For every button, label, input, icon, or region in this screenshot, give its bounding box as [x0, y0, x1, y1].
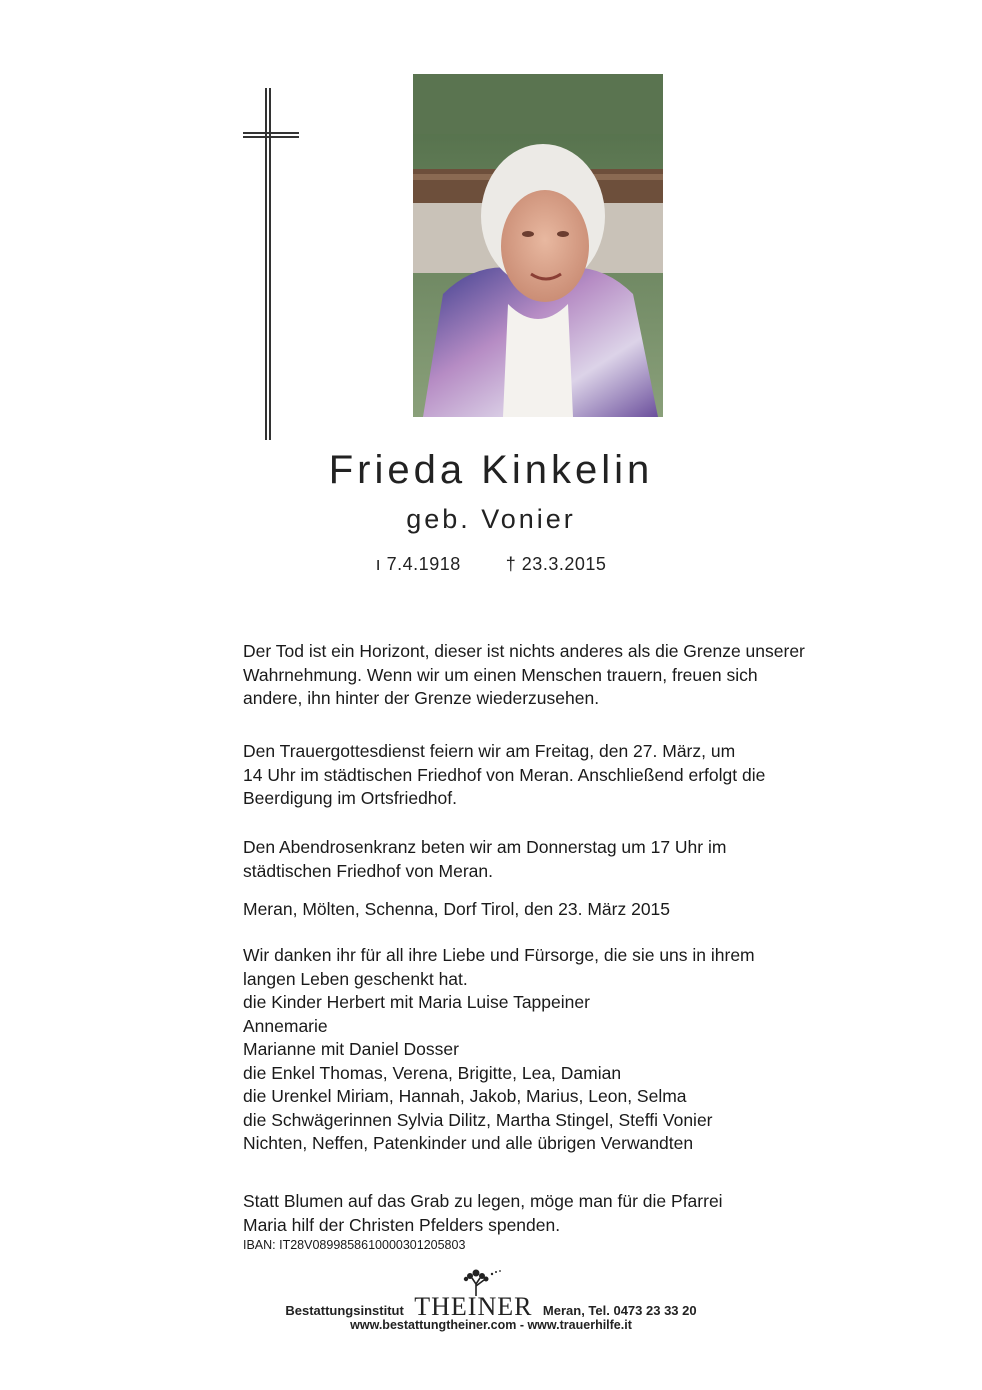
family-line: Marianne mit Daniel Dosser	[243, 1039, 459, 1059]
life-dates	[0, 554, 982, 575]
service-line: 14 Uhr im städtischen Friedhof von Meran. Anschließend erfolgt die	[243, 764, 766, 785]
footer-contact: Meran, Tel. 0473 23 33 20	[542, 1303, 697, 1318]
footer	[0, 1268, 982, 1338]
iban-text: IBAN: IT28V0899858610000301205803	[243, 1238, 466, 1252]
birth-date: 7.4.1918	[386, 554, 461, 574]
deceased-name: Frieda Kinkelin	[328, 448, 654, 492]
footer-prefix: Bestattungsinstitut	[285, 1303, 404, 1318]
service-paragraph	[243, 740, 843, 811]
death-date: 23.3.2015	[521, 554, 607, 574]
thanks-paragraph	[243, 944, 843, 1156]
rosary-paragraph	[243, 836, 843, 883]
quote-line: Wahrnehmung. Wenn wir um einen Menschen trauern, freuen sich	[243, 664, 758, 685]
footer-brand: THEINER	[414, 1292, 533, 1321]
family-line: die Schwägerinnen Sylvia Dilitz, Martha Stingel, Steffi Vonier	[243, 1109, 713, 1130]
rosary-line: Den Abendrosenkranz beten wir am Donnerstag um 17 Uhr im	[243, 837, 727, 857]
donation-line: Statt Blumen auf das Grab zu legen, möge man für die Pfarrei	[243, 1191, 723, 1211]
quote-paragraph	[243, 640, 843, 711]
service-line: Den Trauergottesdienst feiern wir am Freitag, den 27. März, um	[243, 741, 736, 761]
maiden-name: geb. Vonier	[406, 504, 576, 534]
family-line: die Enkel Thomas, Verena, Brigitte, Lea, Damian	[243, 1062, 622, 1083]
death-symbol: †	[505, 554, 517, 574]
footer-web: www.bestattungtheiner.com - www.trauerhilfe.it	[350, 1318, 632, 1332]
family-line: Nichten, Neffen, Patenkinder und alle übrigen Verwandten	[243, 1133, 694, 1153]
donation-line: Maria hilf der Christen Pfelders spenden.	[243, 1214, 561, 1235]
family-line: die Kinder Herbert mit Maria Luise Tappeiner	[243, 992, 590, 1012]
birth-symbol: ı	[375, 554, 382, 574]
quote-line: Der Tod ist ein Horizont, dieser ist nichts anderes als die Grenze unserer	[243, 641, 805, 661]
family-line: Annemarie	[243, 1015, 328, 1036]
thanks-line: langen Leben geschenkt hat.	[243, 968, 468, 989]
quote-line: andere, ihn hinter der Grenze wiederzusehen.	[243, 688, 600, 708]
place-date: Meran, Mölten, Schenna, Dorf Tirol, den 23. März 2015	[243, 899, 671, 919]
service-line: Beerdigung im Ortsfriedhof.	[243, 788, 457, 808]
rosary-line: städtischen Friedhof von Meran.	[243, 860, 493, 881]
portrait-photo	[413, 74, 663, 417]
family-line: die Urenkel Miriam, Hannah, Jakob, Marius, Leon, Selma	[243, 1086, 687, 1106]
donation-paragraph	[243, 1190, 843, 1237]
thanks-line: Wir danken ihr für all ihre Liebe und Fürsorge, die sie uns in ihrem	[243, 945, 755, 965]
cross-icon	[243, 88, 299, 440]
